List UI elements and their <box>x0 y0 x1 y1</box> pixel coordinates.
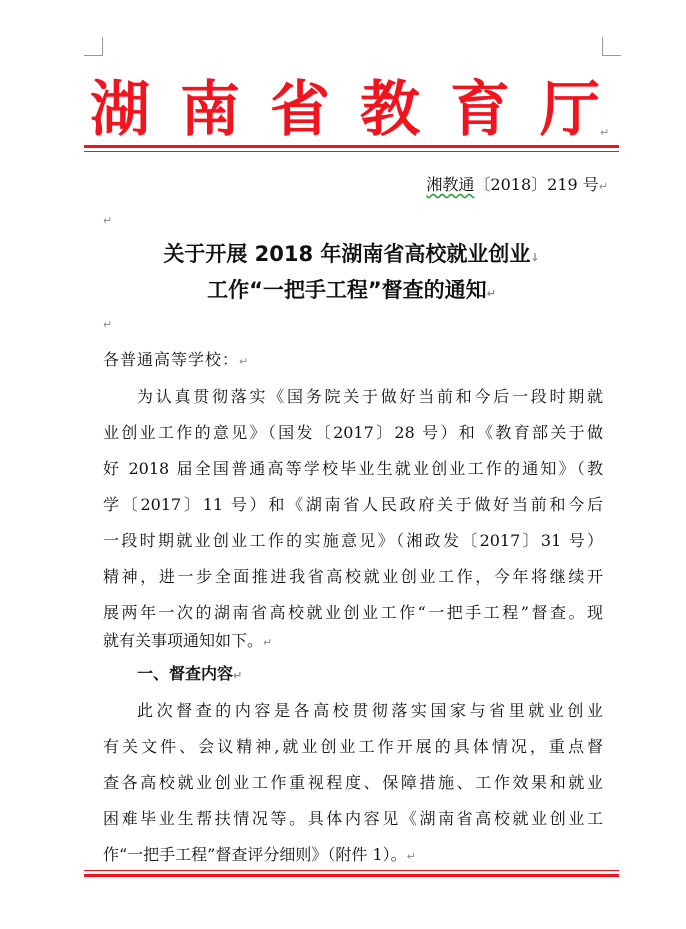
section-heading-text: 一、督查内容 <box>137 664 234 683</box>
paragraph-mark: ↵ <box>233 669 243 682</box>
masthead-char: 省 <box>270 75 330 145</box>
salutation-text: 各普通高等学校： <box>103 350 240 369</box>
paragraph-mark: ↵ <box>103 214 113 227</box>
masthead-char: 南 <box>180 75 240 145</box>
paragraph-mark: ↵ <box>600 126 610 139</box>
doc-number-prefix: 湘教通 <box>426 175 475 194</box>
paragraph-mark: ↵ <box>486 287 496 300</box>
body-line: 一段时期就业创业工作的实施意见》（湘政发〔2017〕31 号） <box>103 531 603 550</box>
body-line: 有关文件、会议精神,就业创业工作开展的具体情况，重点督 <box>103 737 603 756</box>
title-text: 关于开展 2018 年湖南省高校就业创业 <box>163 242 531 266</box>
document-title-line-1 <box>84 236 619 276</box>
document-title-line-2 <box>84 272 619 312</box>
masthead-char: 湖 <box>90 75 150 145</box>
masthead-char: 厅 <box>540 75 600 145</box>
body-line: 学〔2017〕11 号）和《湖南省人民政府关于做好当前和今后 <box>103 495 603 514</box>
crop-mark-top-right <box>602 37 621 56</box>
paragraph-mark: ↵ <box>406 850 416 863</box>
body-line: 查各高校就业创业工作重视程度、保障措施、工作效果和就业 <box>103 773 603 792</box>
red-rule-top-thin <box>84 151 619 152</box>
body-line: 好 2018 届全国普通高等学校毕业生就业创业工作的通知》（教 <box>103 459 603 478</box>
paragraph-mark: ↵ <box>263 636 273 649</box>
line-break-mark: ↓ <box>530 251 540 264</box>
title-text: 工作“一把手工程”督查的通知 <box>207 278 487 302</box>
body-line-text: 作“一把手工程”督查评分细则》（附件 1）。 <box>103 845 407 864</box>
red-rule-bottom-thin <box>84 870 619 871</box>
body-line-text: 就有关事项通知如下。 <box>103 631 264 650</box>
crop-mark-top-left <box>84 37 103 56</box>
body-line-last <box>103 841 603 871</box>
body-line: 困难毕业生帮扶情况等。具体内容见《湖南省高校就业创业工 <box>103 809 603 828</box>
salutation <box>103 346 249 376</box>
masthead-title <box>90 75 600 145</box>
body-line: 此次督查的内容是各高校贯彻落实国家与省里就业创业 <box>137 701 603 720</box>
masthead-char: 教 <box>360 75 420 145</box>
body-line-last <box>103 627 603 657</box>
red-rule-bottom-thick <box>84 874 619 877</box>
paragraph-mark: ↵ <box>598 180 608 193</box>
section-heading-1 <box>137 660 242 690</box>
body-line: 精神，进一步全面推进我省高校就业创业工作，今年将继续开 <box>103 567 603 586</box>
paragraph-mark: ↵ <box>103 318 113 331</box>
paragraph-mark: ↵ <box>239 355 250 368</box>
body-line: 为认真贯彻落实《国务院关于做好当前和今后一段时期就 <box>137 387 603 406</box>
document-number <box>426 174 608 198</box>
body-line: 业创业工作的意见》（国发〔2017〕28 号）和《教育部关于做 <box>103 423 603 442</box>
doc-number-rest: 〔2018〕219 号 <box>474 175 599 194</box>
body-line: 展两年一次的湖南省高校就业创业工作“一把手工程”督查。现 <box>103 603 603 622</box>
red-rule-top-thick <box>84 145 619 148</box>
masthead-char: 育 <box>450 75 510 145</box>
